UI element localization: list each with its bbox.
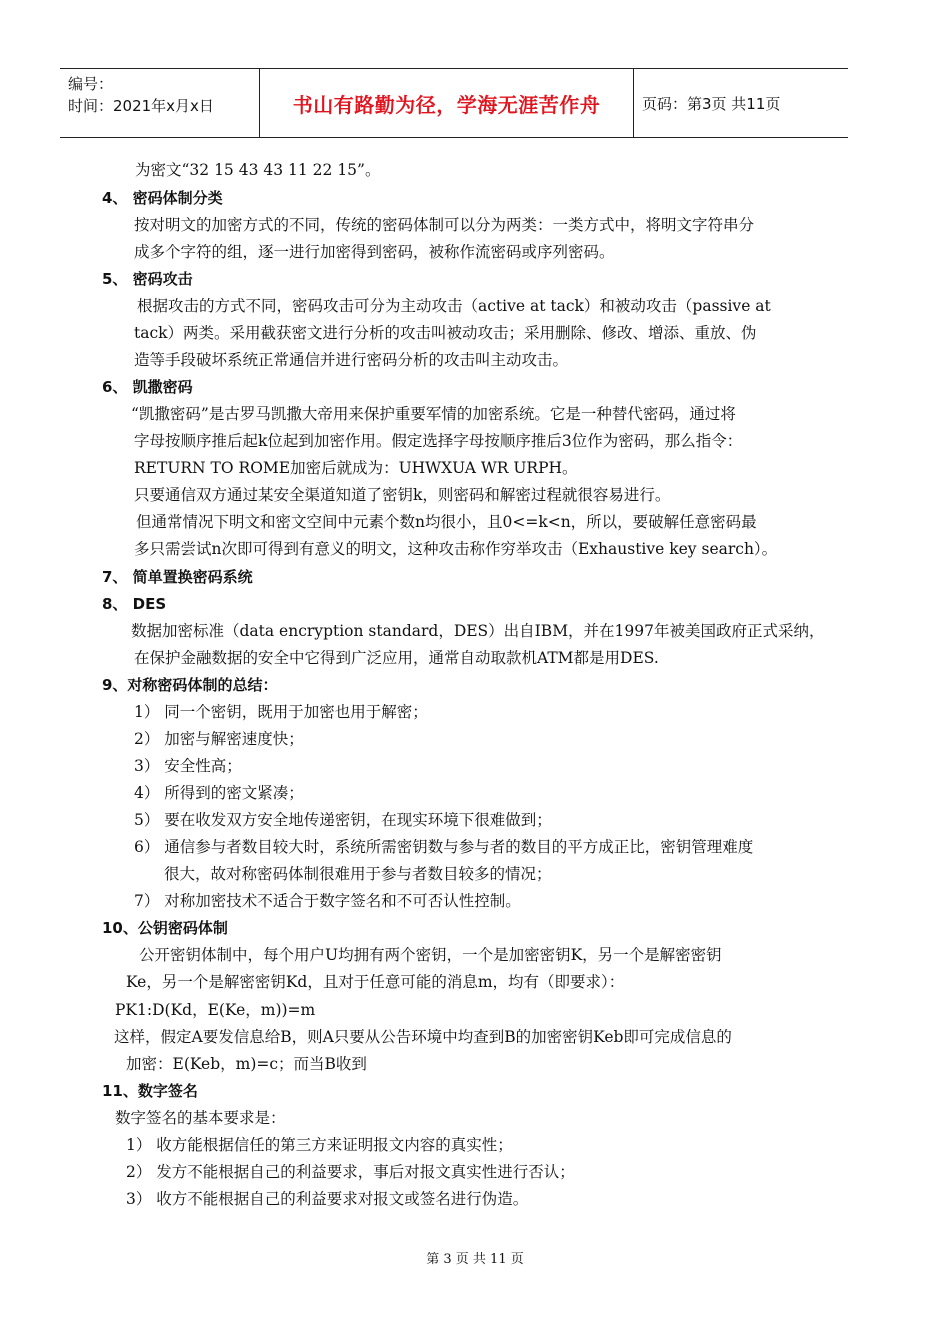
list-item: 7） 对称加密技术不适合于数字签名和不可否认性控制。: [134, 892, 521, 910]
header-motto: 书山有路勤为径，学海无涯苦作舟: [292, 92, 601, 117]
section-heading: 4、 密码体制分类: [102, 189, 223, 207]
header-motto-cell: [259, 69, 634, 137]
body-line: 字母按顺序推后起k位起到加密作用。假定选择字母按顺序推后3位作为密码，那么指令：: [134, 432, 743, 450]
body-line: 加密：E(Keb，m)=c；而当B收到: [126, 1055, 367, 1073]
section-heading: 5、 密码攻击: [102, 270, 193, 288]
body-line: 数字签名的基本要求是：: [115, 1109, 286, 1127]
list-item: 3） 收方不能根据自己的利益要求对报文或签名进行伪造。: [126, 1190, 529, 1208]
body-line: 数据加密标准（data encryption standard，DES）出自IBM，并在1997年被美国政府正式采纳，: [131, 622, 825, 640]
body-line: 但通常情况下明文和密文空间中元素个数n均很小，且0<=k<n，所以，要破解任意密码最: [136, 513, 757, 531]
header-meta: [60, 69, 259, 137]
list-item: 2） 发方不能根据自己的利益要求，事后对报文真实性进行否认；: [126, 1163, 575, 1181]
document-number-label: 编号：: [68, 75, 114, 93]
body-line: 成多个字符的组，逐一进行加密得到密码，被称作流密码或序列密码。: [134, 243, 615, 261]
page-footer: [0, 1248, 950, 1267]
body-line: 造等手段破坏系统正常通信并进行密码分析的攻击叫主动攻击。: [134, 351, 569, 369]
body-line: RETURN TO ROME加密后就成为：UHWXUA WR URPH。: [134, 459, 578, 477]
section-heading: 9、对称密码体制的总结：: [102, 676, 278, 694]
body-line: tack）两类。采用截获密文进行分析的攻击叫被动攻击；采用删除、修改、增添、重放、伪: [134, 324, 757, 342]
body-line: 多只需尝试n次即可得到有意义的明文，这种攻击称作穷举攻击（Exhaustive key search）。: [134, 540, 778, 558]
body-line: 只要通信双方通过某安全渠道知道了密钥k，则密码和解密过程就很容易进行。: [134, 486, 671, 504]
body-line: 这样，假定A要发信息给B，则A只要从公告环境中均查到B的加密密钥Keb即可完成信息的: [114, 1028, 732, 1046]
list-item: 3） 安全性高；: [134, 757, 242, 775]
section-heading: 7、 简单置换密码系统: [102, 568, 253, 586]
body-line: 为密文“32 15 43 43 11 22 15”。: [135, 161, 381, 179]
list-item-continuation: 很大，故对称密码体制很难用于参与者数目较多的情况；: [164, 865, 552, 883]
footer-page-number: 第 3 页 共 11 页: [426, 1252, 524, 1267]
body-line: 按对明文的加密方式的不同，传统的密码体制可以分为两类：一类方式中，将明文字符串分: [134, 216, 755, 234]
header-page-label: 页码：第3页 共11页: [642, 94, 781, 113]
body-line: 公开密钥体制中，每个用户U均拥有两个密钥，一个是加密密钥K，另一个是解密密钥: [139, 946, 722, 964]
list-item: 1） 收方能根据信任的第三方来证明报文内容的真实性；: [126, 1136, 513, 1154]
list-item: 2） 加密与解密速度快；: [134, 730, 304, 748]
list-item: 5） 要在收发双方安全地传递密钥，在现实环境下很难做到；: [134, 811, 552, 829]
header-page-cell: [634, 69, 848, 137]
list-item: 6） 通信参与者数目较大时，系统所需密钥数与参与者的数目的平方成正比，密钥管理难度: [134, 838, 754, 856]
section-heading: 11、数字签名: [102, 1082, 198, 1100]
body-line: 在保护金融数据的安全中它得到广泛应用，通常自动取款机ATM都是用DES.: [134, 649, 659, 667]
document-time-label: 时间：2021年x月x日: [68, 97, 214, 115]
section-heading: 10、公钥密码体制: [102, 919, 228, 937]
section-heading: 8、 DES: [102, 595, 167, 613]
list-item: 4） 所得到的密文紧凑；: [134, 784, 304, 802]
list-item: 1） 同一个密钥，既用于加密也用于解密；: [134, 703, 428, 721]
formula-line: PK1:D(Kd，E(Ke，m))=m: [115, 1001, 316, 1019]
section-heading: 6、 凯撒密码: [102, 378, 193, 396]
header-table: [60, 68, 848, 138]
body-line: Ke，另一个是解密密钥Kd，且对于任意可能的消息m，均有（即要求）：: [126, 973, 625, 991]
body-line: 根据攻击的方式不同，密码攻击可分为主动攻击（active at tack）和被动攻击（passive at: [137, 297, 771, 315]
body-line: “凯撒密码”是古罗马凯撒大帝用来保护重要军情的加密系统。它是一种替代密码，通过将: [131, 405, 736, 423]
